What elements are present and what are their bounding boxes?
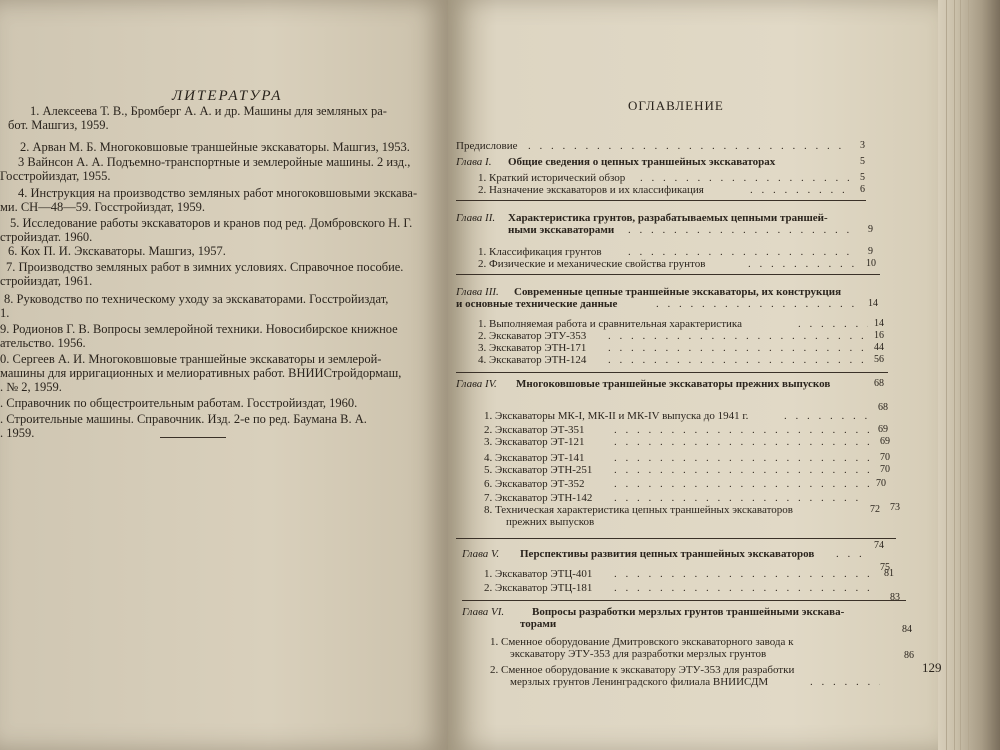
- bibliography-line: бот. Машгиз, 1959.: [8, 118, 109, 132]
- toc-entry-text: 6. Экскаватор ЭТ-352: [484, 478, 585, 490]
- toc-entry-text: 5. Экскаватор ЭТН-251: [484, 464, 593, 476]
- left-page-bibliography: [0, 0, 448, 750]
- toc-page-number: 9: [868, 224, 873, 235]
- toc-entry-text: 2. Экскаватор ЭТ-351: [484, 424, 585, 436]
- bibliography-line: 5. Исследование работы экскаваторов и кранов под ред. Домбровского Н. Г.: [10, 216, 413, 230]
- chapter-label: Глава III.: [456, 286, 499, 298]
- leader-dots: [614, 452, 874, 464]
- chapter-title: Общие сведения о цепных траншейных экскаваторах: [508, 156, 776, 168]
- bibliography-line: 0. Сергеев А. И. Многоковшовые траншейные экскаваторы и землерой-: [0, 352, 382, 366]
- chapter-title: Современные цепные траншейные экскаваторы, их конструкция: [514, 286, 842, 298]
- toc-entry-text: 4. Экскаватор ЭТ-141: [484, 452, 585, 464]
- toc-entry-text: 1. Выполняемая работа и сравнительная характеристика: [478, 318, 742, 330]
- toc-page-number: 6: [860, 184, 865, 195]
- bibliography-line: 4. Инструкция на производство земляных работ многоковшовыми экскава-: [18, 186, 418, 200]
- leader-dots: [628, 246, 858, 258]
- bibliography-line: 3 Вайнсон А. А. Подъемно-транспортные и землеройные машины. 2 изд.,: [18, 155, 411, 169]
- bibliography-line: . 1959.: [0, 426, 35, 440]
- chapter-title: Перспективы развития цепных траншейных экскаваторов: [520, 548, 815, 560]
- toc-page-number: 72: [870, 504, 880, 515]
- bibliography-line: 1. Алексеева Т. В., Бромберг А. А. и др. Машины для земляных ра-: [30, 104, 387, 118]
- toc-page-number: 74: [874, 540, 884, 551]
- toc-entry-text-continued: прежних выпусков: [506, 516, 595, 528]
- toc-entry-text: 1. Краткий исторический обзор: [478, 172, 626, 184]
- chapter-label: Глава IV.: [456, 378, 497, 390]
- bibliography-line: 9. Родионов Г. В. Вопросы землеройной техники. Новосибирское книжное: [0, 322, 398, 336]
- chapter-label: Глава VI.: [462, 606, 505, 618]
- leader-dots: [656, 298, 856, 310]
- toc-entry-text: Предисловие: [456, 140, 518, 152]
- toc-entry-text: 2. Экскаватор ЭТЦ-181: [484, 582, 593, 594]
- leader-dots: [810, 676, 880, 688]
- bibliography-line: 1.: [0, 306, 10, 320]
- toc-page-number: 69: [878, 424, 888, 435]
- toc-entry-text: 2. Назначение экскаваторов и их классификация: [478, 184, 704, 196]
- toc-entry-text-continued: экскаватору ЭТУ-353 для разработки мерзлых грунтов: [510, 648, 767, 660]
- toc-page-number: 70: [880, 452, 890, 463]
- bibliography-line: ми. СН—48—59. Госстройиздат, 1959.: [0, 200, 205, 214]
- toc-entry-text: 3. Экскаватор ЭТН-171: [478, 342, 587, 354]
- page-number: 129: [922, 660, 942, 675]
- toc-page-number: 10: [866, 258, 876, 269]
- toc-page-number: 44: [874, 342, 884, 353]
- chapter-title-continued: торами: [520, 618, 557, 630]
- toc-page-number: 75: [880, 562, 890, 573]
- leader-dots: [614, 424, 874, 436]
- leader-dots: [614, 464, 874, 476]
- toc-page-number: 83: [890, 592, 900, 603]
- page-edges: [938, 0, 1000, 750]
- toc-page-number: 9: [868, 246, 873, 257]
- bibliography-line: 6. Кох П. И. Экскаваторы. Машгиз, 1957.: [8, 244, 226, 258]
- toc-entry-text: 3. Экскаватор ЭТ-121: [484, 436, 585, 448]
- chapter-title-continued: и основные технические данные: [456, 298, 618, 310]
- toc-entry-text: 1. Экскаваторы МК-I, МК-II и МК-IV выпуска до 1941 г.: [484, 410, 749, 422]
- toc-entry-text-continued: мерзлых грунтов Ленинградского филиала ВНИИСДМ: [510, 676, 769, 688]
- bibliography-line: 8. Руководство по техническому уходу за экскаваторами. Госстройиздат,: [4, 292, 389, 306]
- bibliography-line: Госстройиздат, 1955.: [0, 169, 111, 183]
- bibliography-title: ЛИТЕРАТУРА: [172, 88, 283, 104]
- chapter-label: Глава I.: [456, 156, 492, 168]
- leader-dots: [640, 172, 850, 184]
- toc-page-number: 84: [902, 624, 912, 635]
- leader-dots: [748, 258, 858, 270]
- toc-entry-text: 4. Экскаватор ЭТН-124: [478, 354, 587, 366]
- chapter-label: Глава V.: [462, 548, 500, 560]
- toc-page-number: 14: [868, 298, 878, 309]
- toc-page-number: 14: [874, 318, 884, 329]
- section-rule: [462, 600, 906, 601]
- bibliography-divider: [160, 437, 226, 438]
- chapter-title: Вопросы разработки мерзлых грунтов траншейными экскава-: [532, 606, 845, 618]
- toc-page-number: 68: [878, 402, 888, 413]
- toc-page-number: 16: [874, 330, 884, 341]
- toc-entry-text: 8. Техническая характеристика цепных траншейных экскаваторов: [484, 504, 793, 516]
- chapter-label: Глава II.: [456, 212, 496, 224]
- toc-page-number: 5: [860, 156, 865, 167]
- toc-entry-text: 7. Экскаватор ЭТН-142: [484, 492, 593, 504]
- leader-dots: [614, 492, 864, 504]
- leader-dots: [608, 342, 868, 354]
- chapter-title-continued: ными экскаваторами: [508, 224, 615, 236]
- toc-page-number: 70: [876, 478, 886, 489]
- toc-entry-text: 2. Экскаватор ЭТУ-353: [478, 330, 587, 342]
- bibliography-line: . № 2, 1959.: [0, 380, 62, 394]
- toc-page-number: 70: [880, 464, 890, 475]
- chapter-title: Характеристика грунтов, разрабатываемых цепными траншей-: [508, 212, 828, 224]
- toc-page-number: 3: [860, 140, 865, 151]
- bibliography-line: . Строительные машины. Справочник. Изд. 2-е по ред. Баумана В. А.: [0, 412, 367, 426]
- leader-dots: [750, 184, 850, 196]
- toc-page-number: 69: [880, 436, 890, 447]
- leader-dots: [528, 140, 848, 152]
- section-rule: [456, 538, 896, 539]
- toc-entry-text: 1. Сменное оборудование Дмитровского экскаваторного завода к: [490, 636, 794, 648]
- toc-page-number: 86: [904, 650, 914, 661]
- toc-entry-text: 1. Экскаватор ЭТЦ-401: [484, 568, 593, 580]
- bibliography-line: 2. Арван М. Б. Многоковшовые траншейные экскаваторы. Машгиз, 1953.: [20, 140, 410, 154]
- leader-dots: [836, 548, 866, 560]
- toc-page-number: 68: [874, 378, 884, 389]
- toc-entry-text: 2. Сменное оборудование к экскаватору ЭТУ-353 для разработки: [490, 664, 795, 676]
- bibliography-line: стройиздат, 1961.: [0, 274, 93, 288]
- toc-page-number: 73: [890, 502, 900, 513]
- section-rule: [456, 372, 888, 373]
- leader-dots: [614, 478, 874, 490]
- toc-entry-text: 1. Классификация грунтов: [478, 246, 602, 258]
- leader-dots: [608, 354, 868, 366]
- leader-dots: [628, 224, 858, 236]
- chapter-title: Многоковшовые траншейные экскаваторы прежних выпусков: [516, 378, 831, 390]
- leader-dots: [798, 318, 868, 330]
- toc-title: ОГЛАВЛЕНИЕ: [628, 98, 724, 113]
- bibliography-line: стройиздат. 1960.: [0, 230, 93, 244]
- bibliography-line: 7. Производство земляных работ в зимних условиях. Справочное пособие.: [6, 260, 404, 274]
- leader-dots: [784, 410, 874, 422]
- bibliography-line: машины для ирригационных и мелиоративных работ. ВНИИСтройдормаш,: [0, 366, 402, 380]
- toc-page-number: 56: [874, 354, 884, 365]
- leader-dots: [614, 582, 874, 594]
- toc-page-number: 5: [860, 172, 865, 183]
- leader-dots: [614, 568, 874, 580]
- bibliography-line: . Справочник по общестроительным работам. Госстройиздат, 1960.: [0, 396, 358, 410]
- toc-page-number: 81: [884, 568, 894, 579]
- section-rule: [456, 274, 880, 275]
- toc-entry-text: 2. Физические и механические свойства грунтов: [478, 258, 706, 270]
- section-rule: [456, 200, 866, 201]
- leader-dots: [608, 330, 868, 342]
- bibliography-line: ательство. 1956.: [0, 336, 86, 350]
- leader-dots: [614, 436, 874, 448]
